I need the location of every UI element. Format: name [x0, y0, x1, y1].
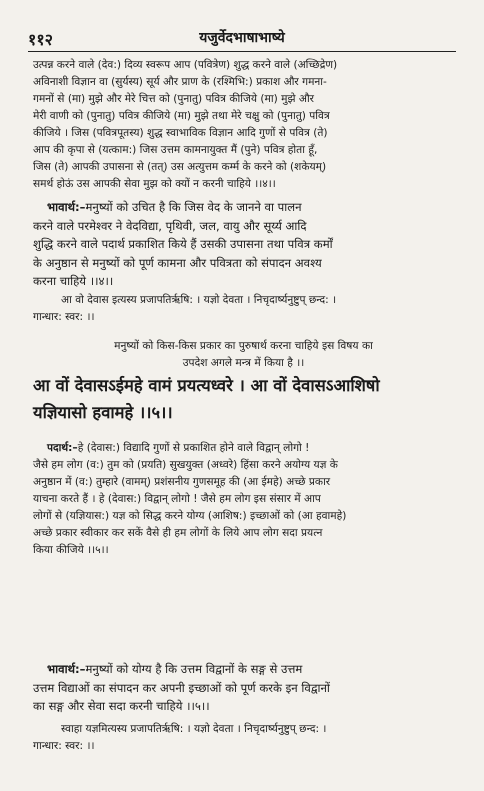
bhavartha-label: भावार्थ:–	[47, 200, 86, 214]
text-line: भावार्थ:–मनुष्यों को योग्य है कि उत्तम विद्वानों के सङ्ग से उत्तम	[47, 662, 303, 676]
text-line: भावार्थ:–मनुष्यों को उचित है कि जिस वेद के जानने वा पालन	[47, 200, 302, 214]
padartha-5	[33, 440, 454, 559]
text-line: उत्तम विद्याओं का संपादन कर अपनी इच्छाओं को पूर्ण करके इन विद्वानों	[33, 680, 330, 695]
text-line: आ वो देवास इत्यस्य प्रजापतिर्ऋषि: । यज्ञो देवता । निचृदार्ष्यनुष्टुप् छन्द: ।	[61, 294, 337, 306]
text-line: पदार्थ:–हे (देवास:) विद्यादि गुणों से प्रकाशित होने वाले विद्वान् लोगो !	[47, 442, 310, 454]
text-line: उत्पन्न करने वाले (देव:) दिव्य स्वरूप आप (पवित्रेण) शुद्ध करने वाले (अच्छिद्रेण)	[33, 59, 338, 71]
text-line: मनुष्यों को किस-किस प्रकार का पुरुषार्थ करना चाहिये इस विषय का	[114, 340, 373, 352]
padartha-continued	[33, 57, 454, 193]
page-number: ११२	[28, 30, 53, 49]
text-line: जैसे हम लोग (व:) तुम को (प्रयति) सुखयुक्त (अध्वरे) हिंसा करने अयोग्य यज्ञ के	[33, 459, 338, 471]
text-line: मेरी वाणी को (पुनातु) पवित्र कीजिये (मा) मुझे तथा मेरे चक्षु को (पुनातु) पवित्र	[33, 110, 330, 122]
bhavartha-4	[33, 198, 454, 291]
text-line: करना चाहिये ।।४।।	[33, 274, 114, 288]
rishi-devata-chhanda-5	[33, 721, 454, 755]
text-line: शुद्धि करने वाले पदार्थ प्रकाशित किये हैं उसकी उपासना तथा पवित्र कर्मों	[33, 237, 333, 251]
mantra-line: आ वों देवासऽईमहे वामं प्रयत्यध्वरे । आ वों देवासऽआशिषो	[33, 376, 380, 395]
text-line: किया कीजिये ।।५।।	[33, 544, 109, 556]
bhavartha-5	[33, 660, 454, 716]
text-line: गान्धार: स्वर: ।।	[33, 311, 95, 323]
text-line: के अनुष्ठान से मनुष्यों को पूर्ण कामना और पवित्रता को संपादन अवश्य	[33, 255, 322, 270]
text-line: जिस (ते) आपकी उपासना से (तत्) उस अत्युत्तम कर्म्म के करने को (शकेयम्)	[33, 161, 327, 173]
text-line: का सङ्ग और सेवा सदा करनी चाहिये ।।५।।	[33, 699, 210, 713]
text-line: कीजिये । जिस (पवित्रपूतस्य) शुद्ध स्वाभाविक विज्ञान आदि गुणों से पवित्र (ते)	[33, 127, 328, 139]
text-line: अविनाशी विज्ञान वा (सुर्यस्य) सूर्य और प्राण के (रश्मिभि:) प्रकाश और गमना-	[33, 76, 327, 88]
text-line: याचना करते हैं । हे (देवास:) विद्वान् लोगो ! जैसे हम लोग इस संसार में आप	[33, 493, 321, 505]
text-line: समर्थ होऊं उस आपकी सेवा मुझ को क्यों न करनी चाहिये ।।४।।	[33, 178, 276, 190]
mantra-introduction	[33, 338, 454, 372]
mantra-5	[33, 372, 458, 426]
text-line: गान्धार: स्वर: ।।	[33, 740, 95, 752]
rishi-devata-chhanda-4	[33, 292, 454, 326]
page-header	[28, 26, 456, 50]
text-line: करने वाले परमेश्वर ने वेदविद्या, पृथिवी, जल, वायु और सूर्य्य आदि	[33, 218, 307, 233]
text-line: स्वाहा यज्ञमित्यस्य प्रजापतिर्ऋषि: । यज्ञो देवता । निचृदार्ष्यनुष्टुप् छन्द: ।	[61, 723, 327, 735]
running-title: यजुर्वेदभाषाभाष्ये	[199, 30, 285, 46]
text-line: उपदेश अगले मन्त्र में किया है ।।	[182, 357, 305, 369]
text-line: अच्छे प्रकार स्वीकार कर सकें वैसे ही हम लोगों के लिये आप लोग सदा प्रयत्न	[33, 527, 323, 539]
header-rule	[28, 51, 456, 52]
text-line: गमनों से (मा) मुझे और मेरे चित्त को (पुनातु) पवित्र कीजिये (मा) मुझे और	[33, 93, 314, 105]
padartha-label: पदार्थ:–	[47, 442, 78, 454]
text-line: अनुष्ठान में (व:) तुम्हारे (वामम्) प्रशंसनीय गुणसमूह की (आ ईमहे) अच्छे प्रकार	[33, 476, 331, 488]
mantra-line: यज्ञियासो हवामहे ।।५।।	[33, 403, 173, 422]
text-line: आप की कृपा से (यत्काम:) जिस उत्तम कामनायुक्त मैं (पुने) पवित्र होता हूँ,	[33, 144, 318, 156]
bhavartha-label: भावार्थ:–	[47, 662, 86, 676]
text-line: लोगों से (यज्ञियास:) यज्ञ को सिद्ध करने योग्य (आशिष:) इच्छाओं को (आ हवामहे)	[33, 510, 347, 522]
